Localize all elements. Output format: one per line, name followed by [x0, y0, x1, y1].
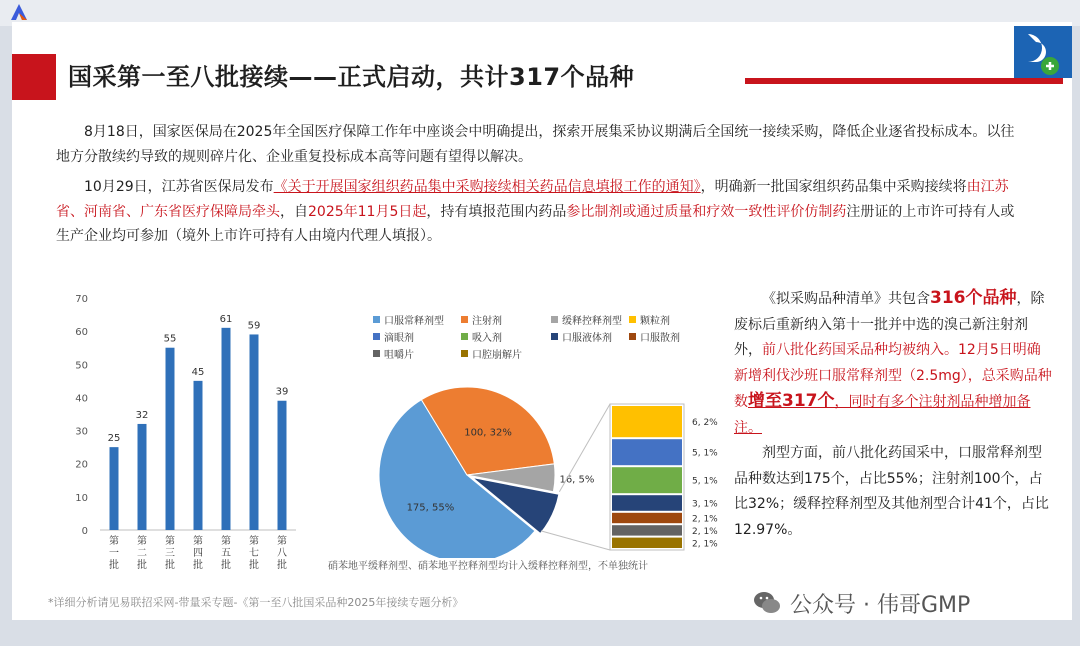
bar-value-label: 55: [163, 333, 177, 345]
side-text: [734, 286, 1052, 543]
x-tick-label: 第: [193, 536, 203, 547]
breakdown-segment: [612, 538, 682, 548]
side-text-part: ，除废标后重新纳入第十一批并中选的溴己新注射剂外，: [734, 291, 1045, 358]
breakdown-segment: [612, 525, 682, 535]
x-tick-label: 八: [277, 548, 287, 559]
slide: [12, 22, 1072, 620]
x-tick-label: 第: [277, 536, 287, 547]
breakdown-label: 2, 1%: [692, 539, 718, 550]
legend-swatch: [461, 350, 468, 357]
x-tick-label: 七: [249, 548, 259, 559]
app-logo-icon[interactable]: [8, 2, 30, 22]
x-tick-label: 第: [165, 536, 175, 547]
legend-swatch: [461, 316, 468, 323]
legend-label: 口腔崩解片: [472, 350, 522, 361]
x-tick-label: 批: [137, 560, 147, 571]
x-tick-label: 第: [249, 536, 259, 547]
count-317: 增至317个: [748, 391, 835, 411]
legend-label: 缓释控释剂型: [562, 316, 622, 327]
pie-slice-label: 16, 5%: [559, 474, 595, 486]
legend-label: 咀嚼片: [384, 350, 414, 361]
bar: [166, 348, 175, 530]
breakdown-segment: [612, 495, 682, 511]
bar-value-label: 59: [247, 320, 261, 332]
notice-text: 10月29日，江苏省医保局发布: [84, 179, 274, 195]
side-text-highlight: 前八批化药国采品种均被纳入。12月5日明确新增利伐沙班口服常释剂型（2.5mg），总采购品种数: [734, 342, 1052, 410]
y-tick-label: 50: [75, 360, 88, 372]
breakdown-label: 5, 1%: [692, 476, 718, 487]
bar-value-label: 39: [275, 386, 289, 398]
legend-label: 吸入剂: [472, 333, 502, 344]
legend-label: 滴眼剂: [384, 333, 414, 344]
x-tick-label: 一: [109, 548, 119, 559]
side-text-part: 《拟采购品种清单》共包含: [762, 291, 930, 307]
bar-value-label: 61: [219, 313, 233, 325]
bar-value-label: 45: [191, 366, 205, 378]
legend-swatch: [629, 316, 636, 323]
count-316: 316个品种: [930, 288, 1017, 308]
x-tick-label: 四: [193, 548, 203, 559]
legend-swatch: [461, 333, 468, 340]
x-tick-label: 第: [109, 536, 119, 547]
legend-swatch: [373, 333, 380, 340]
lead-provinces: 由江苏省、河南省、广东省医疗保障局牵头: [56, 179, 1009, 220]
legend-label: 口服散剂: [640, 333, 680, 344]
x-tick-label: 第: [221, 536, 231, 547]
brand-logo-icon: [1014, 26, 1072, 78]
notice-text: 注册证的上市许可持有人或生产企业均可参加（境外上市许可持有人由境内代理人填报）。: [56, 203, 1015, 244]
legend-label: 颗粒剂: [640, 316, 670, 327]
legend-swatch: [629, 333, 636, 340]
breakdown-label: 2, 1%: [692, 514, 718, 525]
bar: [138, 424, 147, 530]
bar: [278, 401, 287, 530]
breakdown-label: 6, 2%: [692, 418, 718, 429]
legend-swatch: [373, 350, 380, 357]
wechat-watermark: [752, 583, 970, 623]
legend-label: 口服常释剂型: [384, 316, 444, 327]
dosage-form-summary: 剂型方面，前八批化药国采中，口服常释剂型品种数达到175个，占比55%；注射剂100个，占比32%；缓释控释剂型及其他剂型合计41个，占比12.97%。: [734, 445, 1049, 538]
wechat-account: 公众号 · 伟哥GMP: [790, 592, 971, 618]
x-tick-label: 三: [165, 548, 175, 559]
y-tick-label: 10: [75, 492, 88, 504]
y-tick-label: 30: [75, 426, 88, 438]
x-tick-label: 批: [109, 560, 119, 571]
bar: [110, 447, 119, 530]
y-tick-label: 40: [75, 393, 88, 405]
bar: [250, 334, 259, 530]
notice-text: ，自: [280, 203, 308, 220]
x-tick-label: 第: [137, 536, 147, 547]
legend-swatch: [551, 333, 558, 340]
notice-text: ，持有填报范围内药品: [426, 203, 567, 220]
x-tick-label: 批: [249, 560, 259, 571]
chart-note: 硝苯地平缓释剂型、硝苯地平控释剂型均计入缓释控释剂型，不单独统计: [328, 561, 648, 572]
bar: [194, 381, 203, 530]
x-tick-label: 批: [165, 560, 175, 571]
pie-slice-label: 100, 32%: [464, 427, 512, 439]
breakdown-segment: [612, 439, 682, 465]
paragraph-intro: 8月18日，国家医保局在2025年全国医疗保障工作年中座谈会中明确提出，探索开展集采协议期满后全国统一接续采购，降低企业逐省投标成本。以往地方分散续约导致的规则碎片化、企业重复投标成本高等问题有望得以解决。: [56, 124, 1015, 165]
pie-chart: [322, 288, 732, 558]
paragraph-notice: [56, 175, 1026, 249]
footer-source: *详细分析请见易联招采网-带量采专题-《第一至八批国采品种2025年接续专题分析》: [48, 596, 464, 609]
y-tick-label: 20: [75, 459, 88, 471]
bar-value-label: 25: [107, 433, 121, 445]
legend-swatch: [373, 316, 380, 323]
side-text-highlight: ，同时有多个注射剂品种增加备注。: [734, 394, 1031, 436]
y-tick-label: 0: [81, 526, 88, 537]
bar-chart: [56, 288, 306, 578]
breakdown-segment: [612, 513, 682, 523]
connector-line: [541, 531, 610, 550]
notice-title-link: 《关于开展国家组织药品集中采购接续相关药品信息填报工作的通知》: [273, 179, 701, 195]
breakdown-segment: [612, 406, 682, 437]
bar: [222, 328, 231, 530]
legend-swatch: [551, 316, 558, 323]
x-tick-label: 批: [277, 560, 287, 571]
legend-label: 口服液体剂: [562, 333, 612, 344]
breakdown-label: 2, 1%: [692, 526, 718, 537]
bar-value-label: 32: [135, 409, 149, 421]
x-tick-label: 二: [137, 548, 147, 559]
y-tick-label: 60: [75, 327, 88, 339]
eligible-drugs: 参比制剂或通过质量和疗效一致性评价仿制药: [566, 203, 847, 220]
breakdown-label: 5, 1%: [692, 448, 718, 459]
x-tick-label: 批: [221, 560, 231, 571]
notice-text: ，明确新一批国家组织药品集中采购接续将: [700, 179, 967, 195]
title-accent-block: [12, 54, 56, 100]
title-accent-line: [745, 78, 1063, 84]
page-title: 国采第一至八批接续——正式启动，共计317个品种: [68, 63, 635, 91]
legend-label: 注射剂: [472, 316, 502, 327]
y-tick-label: 70: [75, 294, 88, 305]
x-tick-label: 批: [193, 560, 203, 571]
pie-slice-label: 175, 55%: [406, 502, 455, 514]
breakdown-label: 3, 1%: [692, 499, 718, 510]
x-tick-label: 五: [221, 548, 231, 559]
breakdown-segment: [612, 467, 682, 493]
wechat-icon: [752, 588, 782, 618]
start-date: 2025年11月5日起: [308, 203, 427, 220]
